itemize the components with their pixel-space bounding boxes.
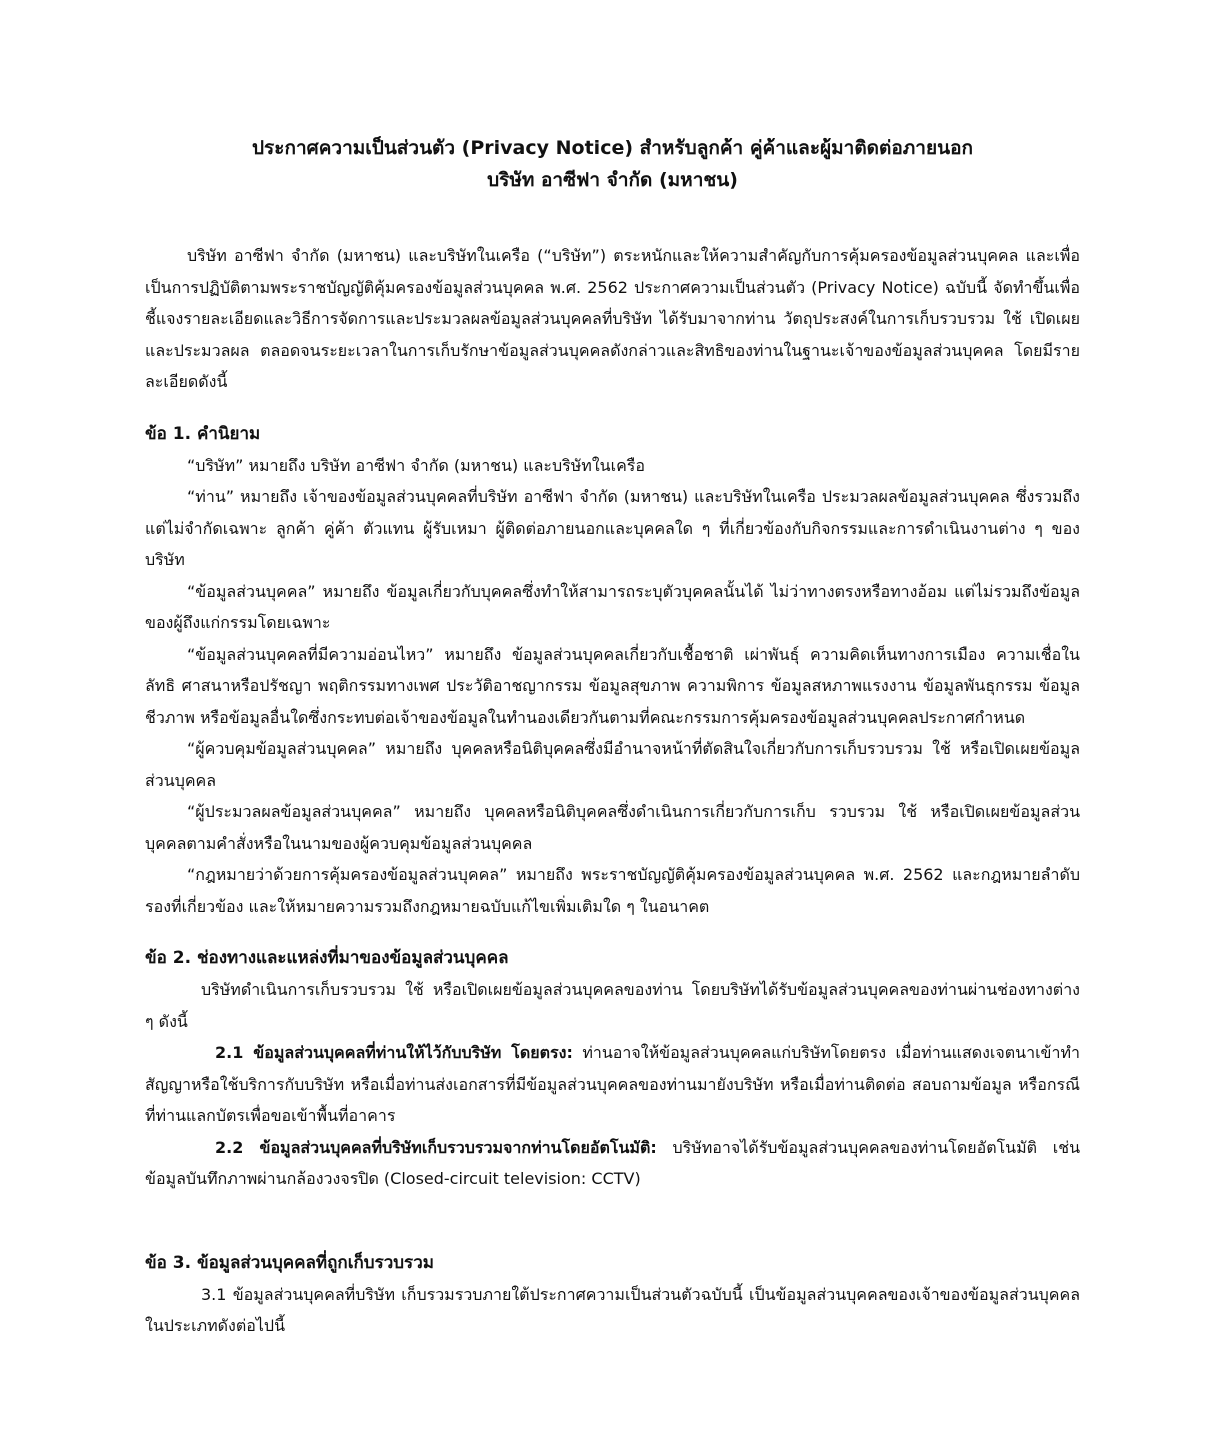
- document-title-line1: ประกาศความเป็นส่วนตัว (Privacy Notice) สำหรับลูกค้า คู่ค้าและผู้มาติดต่อภายนอก: [251, 137, 974, 159]
- section2-intro: บริษัทดำเนินการเก็บรวบรวม ใช้ หรือเปิดเผยข้อมูลส่วนบุคคลของท่าน โดยบริษัทได้รับข้อมูลส่วนบุคคลของท่านผ่านช่องทางต่าง ๆ ดังนี้: [145, 980, 1080, 1031]
- section1-heading: ข้อ 1. คำนิยาม: [145, 423, 261, 444]
- definition-data-processor: “ผู้ประมวลผลข้อมูลส่วนบุคคล” หมายถึง บุคคลหรือนิติบุคคลซึ่งดำเนินการเกี่ยวกับการเก็บ รวบรวม ใช้ หรือเปิดเผยข้อมูลส่วนบุคคลตามคำสั่งหรือในนามของผู้ควบคุมข้อมูลส่วนบุคคล: [145, 802, 1080, 853]
- definition-data-protection-law: “กฎหมายว่าด้วยการคุ้มครองข้อมูลส่วนบุคคล” หมายถึง พระราชบัญญัติคุ้มครองข้อมูลส่วนบุคคล พ.ศ. 2562 และกฎหมายลำดับรองที่เกี่ยวข้อง และให้หมายความรวมถึงกฎหมายฉบับแก้ไขเพิ่มเติมใด ๆ ในอนาคต: [145, 865, 1080, 916]
- section3-paragraph: 3.1 ข้อมูลส่วนบุคคลที่บริษัท เก็บรวมรวบภายใต้ประกาศความเป็นส่วนตัวฉบับนี้ เป็นข้อมูลส่วนบุคคลของเจ้าของข้อมูลส่วนบุคคลในประเภทดังต่อไปนี้: [145, 1284, 1080, 1335]
- document-title-line2: บริษัท อาซีฟา จำกัด (มหาชน): [487, 169, 738, 191]
- section2-heading: ข้อ 2. ช่องทางและแหล่งที่มาของข้อมูลส่วนบุคคล: [145, 948, 509, 968]
- section2-item-direct-text: ท่านอาจให้ข้อมูลส่วนบุคคลแก่บริษัทโดยตรง เมื่อท่านแสดงเจตนาเข้าทำสัญญาหรือใช้บริการกับบริษัท หรือเมื่อท่านส่งเอกสารที่มีข้อมูลส่วนบุคคลของท่านมายังบริษัท หรือเมื่อท่านติดต่อ สอบถามข้อมูล หรือกรณีที่ท่านแลกบัตรเพื่อขอเข้าพื้นที่อาคาร: [145, 1043, 1080, 1125]
- section2-item-automatic-label: 2.2 ข้อมูลส่วนบุคคลที่บริษัทเก็บรวบรวมจากท่านโดยอัตโนมัติ:: [215, 1137, 657, 1157]
- section2-item-direct-label: 2.1 ข้อมูลส่วนบุคคลที่ท่านให้ไว้กับบริษัท โดยตรง:: [215, 1043, 573, 1062]
- definition-you: “ท่าน” หมายถึง เจ้าของข้อมูลส่วนบุคคลที่บริษัท อาซีฟา จำกัด (มหาชน) และบริษัทในเครือ ประมวลผลข้อมูลส่วนบุคคล ซึ่งรวมถึงแต่ไม่จำกัดเฉพาะ ลูกค้า คู่ค้า ตัวแทน ผู้รับเหมา ผู้ติดต่อภายนอกและบุคคลใด ๆ ที่เกี่ยวข้องกับกิจกรรมและการดำเนินงานต่าง ๆ ของบริษัท: [145, 487, 1080, 569]
- section3-heading: ข้อ 3. ข้อมูลส่วนบุคคลที่ถูกเก็บรวบรวม: [145, 1252, 434, 1273]
- section2-item-automatic: [145, 1132, 1080, 1195]
- section2-item-automatic-text: บริษัทอาจได้รับข้อมูลส่วนบุคคลของท่านโดยอัตโนมัติ เช่น ข้อมูลบันทึกภาพผ่านกล้องวงจรปิด (Closed-circuit television: CCTV): [145, 1137, 1080, 1188]
- document-page: [145, 132, 1080, 1342]
- definition-data-controller: “ผู้ควบคุมข้อมูลส่วนบุคคล” หมายถึง บุคคลหรือนิติบุคคลซึ่งมีอำนาจหน้าที่ตัดสินใจเกี่ยวกับการเก็บรวบรวม ใช้ หรือเปิดเผยข้อมูลส่วนบุคคล: [145, 739, 1080, 790]
- intro-paragraph: บริษัท อาซีฟา จำกัด (มหาชน) และบริษัทในเครือ (“บริษัท”) ตระหนักและให้ความสำคัญกับการคุ้มครองข้อมูลส่วนบุคคล และเพื่อเป็นการปฏิบัติตามพระราชบัญญัติคุ้มครองข้อมูลส่วนบุคคล พ.ศ. 2562 ประกาศความเป็นส่วนตัว (Privacy Notice) ฉบับนี้ จัดทำขึ้นเพื่อชี้แจงรายละเอียดและวิธีการจัดการและประมวลผลข้อมูลส่วนบุคคลที่บริษัท ได้รับมาจากท่าน วัตถุประสงค์ในการเก็บรวบรวม ใช้ เปิดเผย และประมวลผล ตลอดจนระยะเวลาในการเก็บรักษาข้อมูลส่วนบุคคลดังกล่าวและสิทธิของท่านในฐานะเจ้าของข้อมูลส่วนบุคคล โดยมีรายละเอียดดังนี้: [145, 246, 1080, 391]
- definition-company: “บริษัท” หมายถึง บริษัท อาซีฟา จำกัด (มหาชน) และบริษัทในเครือ: [187, 455, 645, 475]
- definition-sensitive-data: “ข้อมูลส่วนบุคคลที่มีความอ่อนไหว” หมายถึง ข้อมูลส่วนบุคคลเกี่ยวกับเชื้อชาติ เผ่าพันธุ์ ความคิดเห็นทางการเมือง ความเชื่อในลัทธิ ศาสนาหรือปรัชญา พฤติกรรมทางเพศ ประวัติอาชญากรรม ข้อมูลสุขภาพ ความพิการ ข้อมูลสหภาพแรงงาน ข้อมูลพันธุกรรม ข้อมูลชีวภาพ หรือข้อมูลอื่นใดซึ่งกระทบต่อเจ้าของข้อมูลในทำนองเดียวกันตามที่คณะกรรมการคุ้มครองข้อมูลส่วนบุคคลประกาศกำหนด: [145, 644, 1080, 727]
- section2-item-direct: [145, 1037, 1080, 1132]
- definition-personal-data: “ข้อมูลส่วนบุคคล” หมายถึง ข้อมูลเกี่ยวกับบุคคลซึ่งทำให้สามารถระบุตัวบุคคลนั้นได้ ไม่ว่าทางตรงหรือทางอ้อม แต่ไม่รวมถึงข้อมูลของผู้ถึงแก่กรรมโดยเฉพาะ: [145, 581, 1080, 632]
